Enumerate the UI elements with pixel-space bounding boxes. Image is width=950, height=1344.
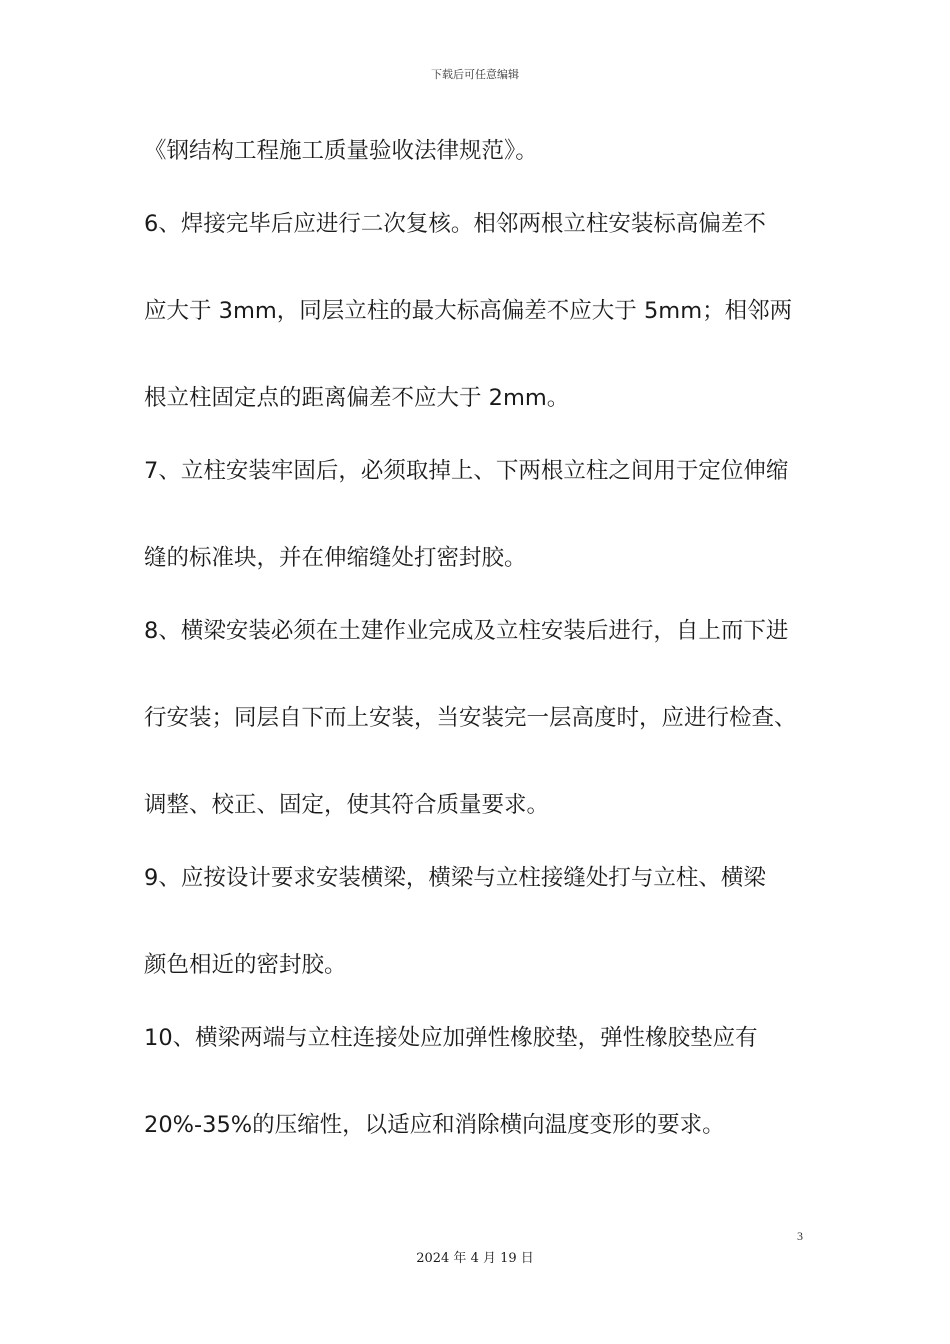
body-line: 9、应按设计要求安装横梁，横梁与立柱接缝处打与立柱、横梁 [144, 865, 766, 891]
body-line: 根立柱固定点的距离偏差不应大于 2mm。 [144, 385, 570, 411]
body-line: 应大于 3mm，同层立柱的最大标高偏差不应大于 5mm；相邻两 [144, 298, 793, 324]
footer-date: 2024 年 4 月 19 日 [416, 1251, 534, 1266]
body-line: 10、横梁两端与立柱连接处应加弹性橡胶垫，弹性橡胶垫应有 [144, 1025, 758, 1051]
body-line: 调整、校正、固定，使其符合质量要求。 [144, 792, 550, 818]
body-line: 行安装；同层自下而上安装，当安装完一层高度时，应进行检查、 [144, 705, 797, 731]
body-line: 6、焊接完毕后应进行二次复核。相邻两根立柱安装标高偏差不 [144, 211, 766, 237]
body-line: 颜色相近的密封胶。 [144, 952, 347, 978]
page-header: 下载后可任意编辑 [431, 68, 519, 81]
body-line: 8、横梁安装必须在土建作业完成及立柱安装后进行，自上而下进 [144, 618, 789, 644]
body-line: 《钢结构工程施工质量验收法律规范》。 [144, 138, 538, 164]
body-line: 7、立柱安装牢固后，必须取掉上、下两根立柱之间用于定位伸缩 [144, 458, 789, 484]
body-line: 缝的标准块，并在伸缩缝处打密封胶。 [144, 545, 527, 571]
body-line: 20%-35%的压缩性，以适应和消除横向温度变形的要求。 [144, 1112, 725, 1138]
page-number: 3 [797, 1229, 803, 1243]
